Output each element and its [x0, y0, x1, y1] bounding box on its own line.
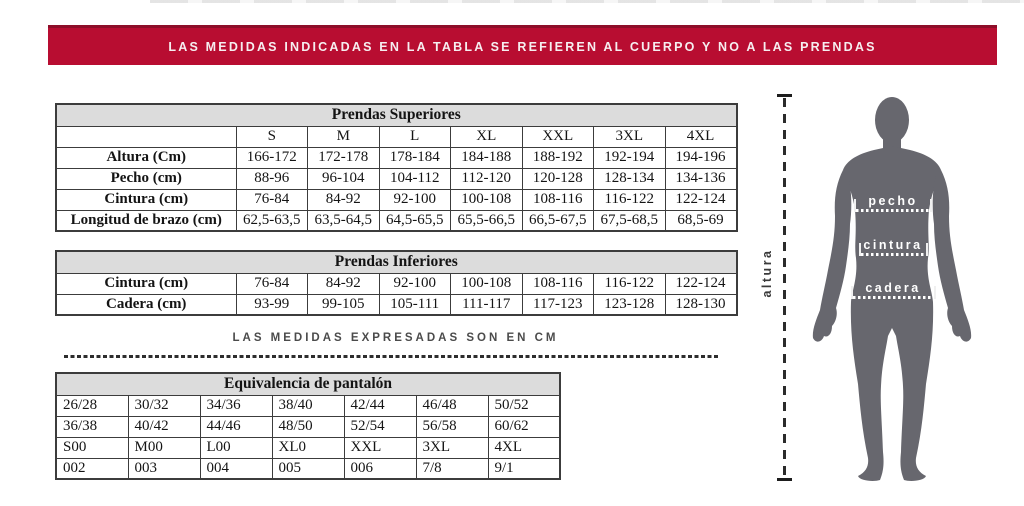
equivalence-cell: 34/36 [200, 395, 272, 416]
value-cell: 84-92 [308, 273, 380, 294]
equivalence-cell: M00 [128, 437, 200, 458]
value-cell: 194-196 [665, 147, 737, 168]
row-label-cell: Longitud de brazo (cm) [56, 210, 236, 231]
size-header-cell: M [308, 126, 380, 147]
value-cell: 134-136 [665, 168, 737, 189]
cadera-tick-right [934, 286, 936, 299]
units-caption: LAS MEDIDAS EXPRESADAS SON EN CM [232, 332, 559, 344]
banner [48, 25, 997, 65]
height-line-bottom-cap [777, 478, 792, 481]
value-cell: 116-122 [594, 273, 666, 294]
equivalence-cell: 50/52 [488, 395, 560, 416]
value-cell: 76-84 [236, 273, 308, 294]
table-row [56, 251, 737, 273]
dotted-separator [64, 355, 720, 358]
table-row [56, 273, 737, 294]
cintura-label: cintura [863, 238, 923, 252]
cintura-tick-left [859, 243, 861, 256]
value-cell: 184-188 [451, 147, 523, 168]
value-cell: 166-172 [236, 147, 308, 168]
height-line-top-cap [777, 94, 792, 97]
table-row [56, 458, 560, 479]
banner-text: LAS MEDIDAS INDICADAS EN LA TABLA SE REFIEREN AL CUERPO Y NO A LAS PRENDAS [168, 39, 877, 54]
height-dashed-line [783, 98, 786, 478]
value-cell: 64,5-65,5 [379, 210, 451, 231]
value-cell: 111-117 [451, 294, 523, 315]
cropped-edge-artifact [150, 0, 1024, 3]
cadera-label: cadera [865, 281, 921, 295]
value-cell: 122-124 [665, 189, 737, 210]
upper-table-title: Prendas Superiores [56, 104, 737, 126]
size-header-cell: 4XL [665, 126, 737, 147]
row-label-cell: Altura (Cm) [56, 147, 236, 168]
equivalence-cell: 46/48 [416, 395, 488, 416]
value-cell: 128-134 [594, 168, 666, 189]
equivalence-cell: 36/38 [56, 416, 128, 437]
value-cell: 117-123 [522, 294, 594, 315]
value-cell: 116-122 [594, 189, 666, 210]
value-cell: 96-104 [308, 168, 380, 189]
value-cell: 178-184 [379, 147, 451, 168]
pecho-label: pecho [868, 194, 918, 208]
table-row [56, 437, 560, 458]
pecho-dotted-line [856, 209, 930, 212]
equivalence-cell: 40/42 [128, 416, 200, 437]
value-cell: 93-99 [236, 294, 308, 315]
table-row [56, 189, 737, 210]
equivalence-cell: 26/28 [56, 395, 128, 416]
size-header-cell: L [379, 126, 451, 147]
value-cell: 92-100 [379, 273, 451, 294]
value-cell: 63,5-64,5 [308, 210, 380, 231]
row-label-cell: Cadera (cm) [56, 294, 236, 315]
equivalence-cell: 9/1 [488, 458, 560, 479]
table-row [56, 210, 737, 231]
value-cell: 65,5-66,5 [451, 210, 523, 231]
equivalence-cell: 006 [344, 458, 416, 479]
cadera-dotted-line [853, 296, 933, 299]
value-cell: 100-108 [451, 273, 523, 294]
equivalence-cell: 44/46 [200, 416, 272, 437]
value-cell: 104-112 [379, 168, 451, 189]
value-cell: 192-194 [594, 147, 666, 168]
value-cell: 172-178 [308, 147, 380, 168]
size-header-cell: XL [451, 126, 523, 147]
equivalence-cell: L00 [200, 437, 272, 458]
value-cell: 128-130 [665, 294, 737, 315]
equivalence-cell: S00 [56, 437, 128, 458]
row-label-cell: Cintura (cm) [56, 189, 236, 210]
row-label-cell: Pecho (cm) [56, 168, 236, 189]
size-header-cell: XXL [522, 126, 594, 147]
table-row [56, 168, 737, 189]
cintura-tick-right [926, 243, 928, 256]
cadera-tick-left [851, 286, 853, 299]
value-cell: 66,5-67,5 [522, 210, 594, 231]
value-cell: 88-96 [236, 168, 308, 189]
equivalence-cell: 42/44 [344, 395, 416, 416]
equivalence-cell: XL0 [272, 437, 344, 458]
value-cell: 99-105 [308, 294, 380, 315]
table-row [56, 395, 560, 416]
size-header-cell: 3XL [594, 126, 666, 147]
value-cell: 67,5-68,5 [594, 210, 666, 231]
equivalence-cell: 30/32 [128, 395, 200, 416]
table-row [56, 126, 737, 147]
value-cell: 120-128 [522, 168, 594, 189]
value-cell: 92-100 [379, 189, 451, 210]
value-cell: 76-84 [236, 189, 308, 210]
table-row [56, 104, 737, 126]
equivalence-table-title: Equivalencia de pantalón [56, 373, 560, 395]
table-row [56, 147, 737, 168]
equivalence-cell: 38/40 [272, 395, 344, 416]
equivalence-cell: 7/8 [416, 458, 488, 479]
equivalence-cell: 4XL [488, 437, 560, 458]
table-row [56, 373, 560, 395]
equivalence-cell: XXL [344, 437, 416, 458]
equivalence-cell: 004 [200, 458, 272, 479]
value-cell: 188-192 [522, 147, 594, 168]
row-label-cell: Cintura (cm) [56, 273, 236, 294]
value-cell: 108-116 [522, 189, 594, 210]
height-label: altura [760, 248, 774, 298]
equivalence-cell: 002 [56, 458, 128, 479]
equivalence-cell: 48/50 [272, 416, 344, 437]
equivalence-cell: 56/58 [416, 416, 488, 437]
equivalence-cell: 3XL [416, 437, 488, 458]
value-cell: 122-124 [665, 273, 737, 294]
value-cell: 68,5-69 [665, 210, 737, 231]
size-header-cell: S [236, 126, 308, 147]
value-cell: 84-92 [308, 189, 380, 210]
equivalence-cell: 52/54 [344, 416, 416, 437]
value-cell: 108-116 [522, 273, 594, 294]
upper-garments-table [55, 103, 738, 232]
table-row [56, 294, 737, 315]
equivalence-cell: 60/62 [488, 416, 560, 437]
corner-cell [56, 126, 236, 147]
pecho-tick-left [854, 199, 856, 212]
value-cell: 62,5-63,5 [236, 210, 308, 231]
value-cell: 105-111 [379, 294, 451, 315]
pants-equivalence-table [55, 372, 561, 480]
value-cell: 112-120 [451, 168, 523, 189]
lower-table-title: Prendas Inferiores [56, 251, 737, 273]
equivalence-cell: 003 [128, 458, 200, 479]
table-row [56, 416, 560, 437]
cintura-dotted-line [861, 253, 925, 256]
lower-garments-table [55, 250, 738, 316]
equivalence-cell: 005 [272, 458, 344, 479]
value-cell: 100-108 [451, 189, 523, 210]
pecho-tick-right [930, 199, 932, 212]
value-cell: 123-128 [594, 294, 666, 315]
